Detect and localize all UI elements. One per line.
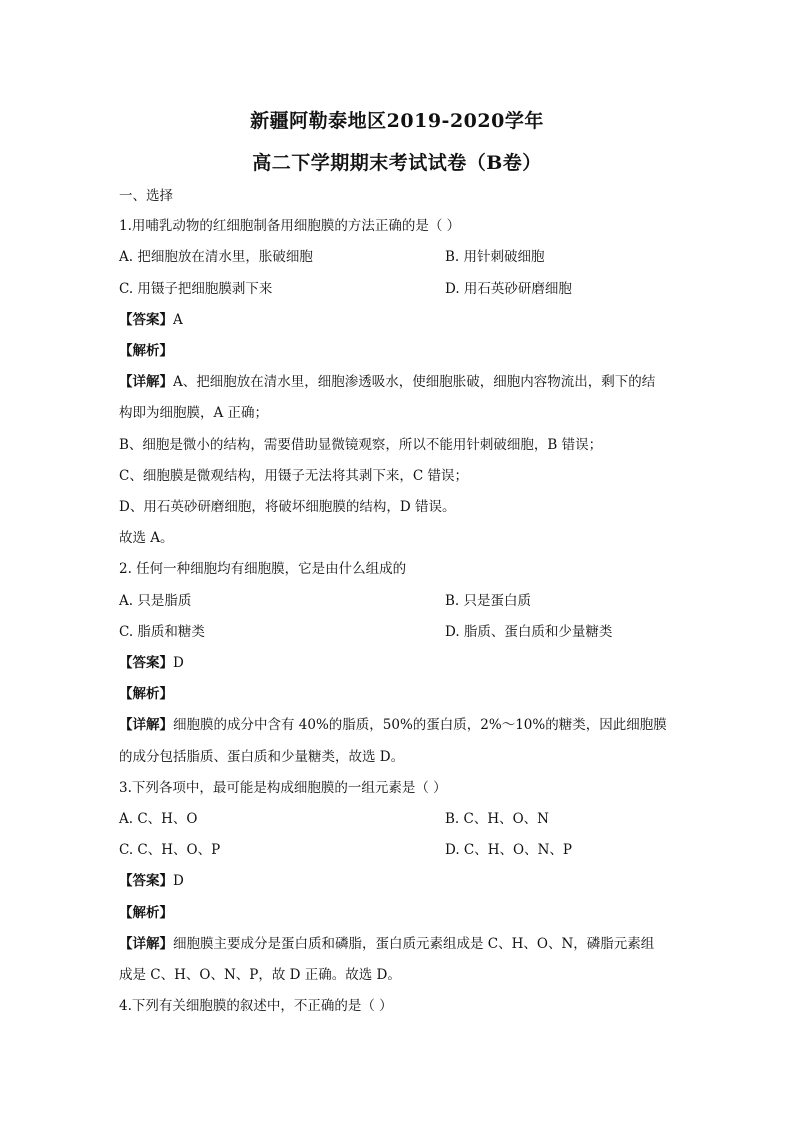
q3-option-b: B. C、H、O、N [445, 811, 549, 827]
q1-analysis-label: 【解析】 [119, 343, 173, 359]
q1-detail-line4: C、细胞膜是微观结构，用镊子无法将其剥下来，C 错误； [119, 468, 468, 484]
q2-answer-value: D [173, 655, 184, 671]
detail-label: 【详解】 [119, 374, 173, 390]
q1-answer-value: A [173, 312, 183, 328]
q3-option-a: A. C、H、O [119, 811, 198, 827]
exam-title-line2: 高二下学期期末考试试卷（B卷） [252, 152, 542, 174]
q2-analysis-label: 【解析】 [119, 686, 173, 702]
q3-analysis-label: 【解析】 [119, 905, 173, 921]
q1-answer [119, 311, 679, 329]
exam-title-line1: 新疆阿勒泰地区2019-2020学年 [250, 110, 544, 132]
q2-stem: 2. 任何一种细胞均有细胞膜，它是由什么组成的 [119, 561, 407, 577]
answer-label: 【答案】 [119, 873, 173, 889]
answer-label: 【答案】 [119, 655, 173, 671]
answer-label: 【答案】 [119, 312, 173, 328]
q4-stem: 4.下列有关细胞膜的叙述中，不正确的是（ ） [119, 998, 393, 1014]
q1-option-a: A. 把细胞放在清水里，胀破细胞 [119, 249, 313, 265]
q3-option-c: C. C、H、O、P [119, 842, 221, 858]
q2-option-a: A. 只是脂质 [119, 593, 192, 609]
q1-detail-line2: 构即为细胞膜，A 正确； [119, 405, 269, 421]
q1-option-d: D. 用石英砂研磨细胞 [445, 281, 572, 297]
q1-detail-line3: B、细胞是微小的结构，需要借助显微镜观察，所以不能用针刺破细胞，B 错误； [119, 437, 603, 453]
q1-detail-line5: D、用石英砂研磨细胞，将破坏细胞膜的结构，D 错误。 [119, 499, 456, 515]
q3-answer-value: D [173, 873, 184, 889]
q3-option-d: D. C、H、O、N、P [445, 842, 572, 858]
q3-stem: 3.下列各项中，最可能是构成细胞膜的一组元素是（ ） [119, 780, 447, 796]
q2-option-d: D. 脂质、蛋白质和少量糖类 [445, 624, 613, 640]
q2-option-c: C. 脂质和糖类 [119, 624, 205, 640]
q2-option-b: B. 只是蛋白质 [445, 593, 532, 609]
q1-stem: 1.用哺乳动物的红细胞制备用细胞膜的方法正确的是（ ） [119, 218, 461, 234]
q2-detail-line1 [119, 716, 679, 734]
q1-detail-text1: A、把细胞放在清水里，细胞渗透吸水，使细胞胀破，细胞内容物流出，剩下的结 [173, 374, 656, 390]
q3-detail-text1: 细胞膜主要成分是蛋白质和磷脂，蛋白质元素组成是 C、H、O、N，磷脂元素组 [173, 936, 655, 952]
q2-detail-text1: 细胞膜的成分中含有 40%的脂质，50%的蛋白质，2%～10%的糖类，因此细胞膜 [173, 717, 667, 733]
detail-label: 【详解】 [119, 936, 173, 952]
q1-option-b: B. 用针刺破细胞 [445, 249, 545, 265]
q2-answer [119, 654, 679, 672]
q1-option-c: C. 用镊子把细胞膜剥下来 [119, 281, 273, 297]
q3-answer [119, 872, 679, 890]
q3-detail-line1 [119, 935, 679, 953]
q1-detail-line1 [119, 373, 679, 391]
section-heading: 一、选择 [119, 188, 173, 204]
q2-detail-line2: 的成分包括脂质、蛋白质和少量糖类，故选 D。 [119, 749, 405, 765]
q3-detail-line2: 成是 C、H、O、N、P，故 D 正确。故选 D。 [119, 967, 401, 983]
detail-label: 【详解】 [119, 717, 173, 733]
q1-conclusion: 故选 A。 [119, 530, 174, 546]
